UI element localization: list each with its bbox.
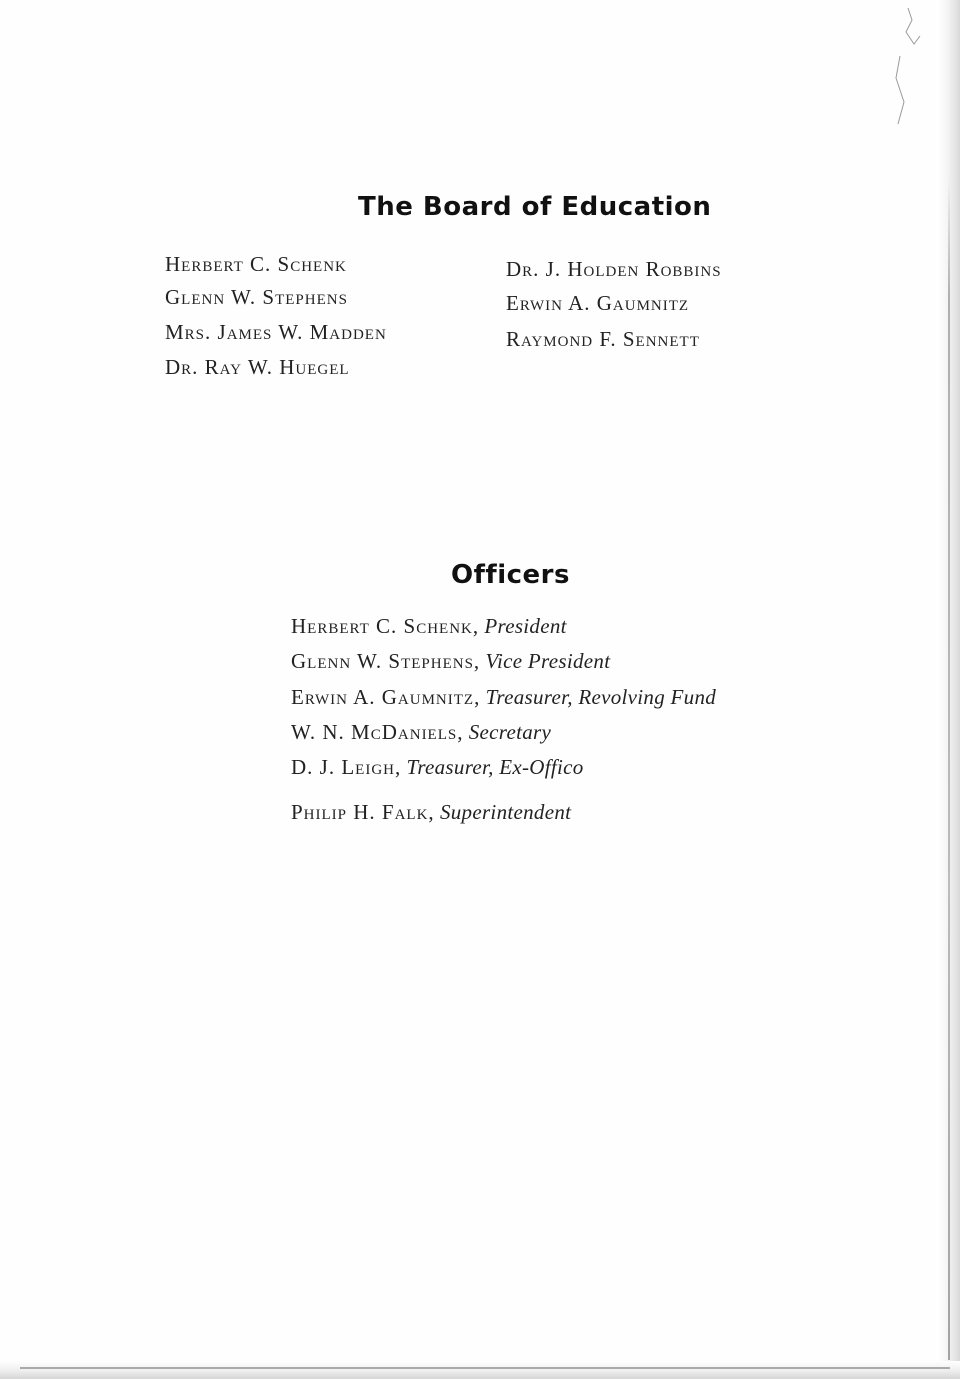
officer-name: Glenn W. Stephens, [291,649,481,673]
board-member: Erwin A. Gaumnitz [506,291,690,315]
board-member: Glenn W. Stephens [165,285,348,309]
officer-name: Erwin A. Gaumnitz, [291,685,481,709]
page-edge-shadow [948,180,950,1360]
board-member: Dr. J. Holden Robbins [506,257,722,281]
officer-entry [291,755,584,780]
officer-title: Treasurer, Ex-Offico [406,755,584,779]
officer-entry [291,685,716,710]
officer-entry [291,800,571,825]
officer-entry [291,614,567,639]
officer-name: Herbert C. Schenk, [291,614,480,638]
officer-title: Superintendent [439,800,572,824]
board-member: Dr. Ray W. Huegel [165,355,350,379]
officer-title: President [484,614,567,638]
board-title: The Board of Education [358,192,712,222]
officer-name: W. N. McDaniels, [291,720,464,744]
officer-name: Philip H. Falk, [291,800,435,824]
officer-title: Treasurer, Revolving Fund [485,685,717,709]
officer-entry [291,649,610,674]
page-edge-bottom [0,1361,960,1379]
officer-title: Secretary [468,720,552,744]
officer-entry [291,720,551,745]
page-edge-bottom-shadow [20,1367,950,1369]
officer-name: D. J. Leigh, [291,755,402,779]
officer-title: Vice President [485,649,611,673]
paper-tear-mark [860,6,930,126]
officers-title: Officers [451,560,570,590]
board-member: Mrs. James W. Madden [165,320,387,344]
board-member: Raymond F. Sennett [506,327,700,351]
board-member: Herbert C. Schenk [165,252,347,276]
